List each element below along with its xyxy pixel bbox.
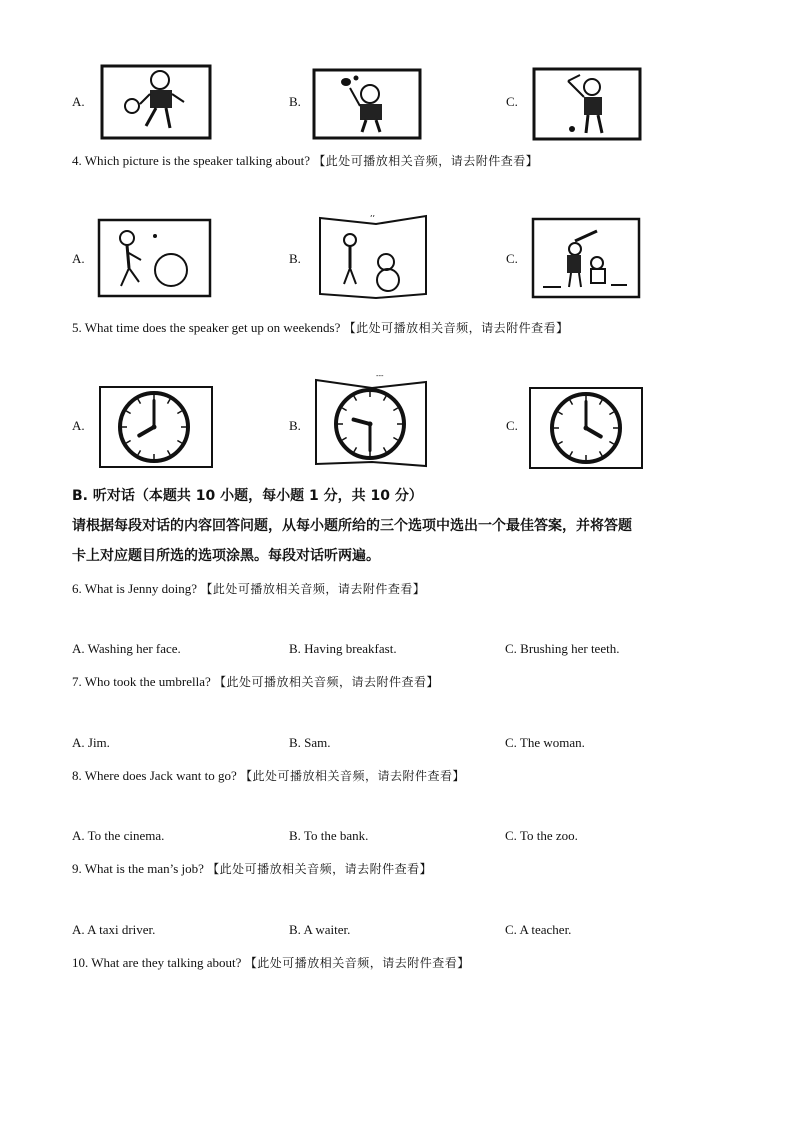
svg-text:,,: ,, [370, 209, 376, 218]
question-6-text: 6. What is Jenny doing? [72, 581, 198, 596]
option-letter-b: B. [289, 418, 301, 433]
option-letter-a: A. [72, 418, 85, 433]
q6-option-b[interactable]: B. Having breakfast. [289, 641, 397, 656]
q8-option-c[interactable]: C. To the zoo. [505, 828, 578, 843]
question-9 [72, 860, 432, 877]
section-b-heading: B. 听对话（本题共 10 小题，每小题 1 分，共 10 分） [72, 488, 423, 504]
clock-tick [384, 447, 387, 451]
clock-tick [168, 450, 171, 454]
picture-football [100, 64, 212, 140]
question-8-text: 8. Where does Jack want to go? [72, 768, 237, 783]
q7-option-a[interactable]: A. Jim. [72, 735, 110, 750]
audio-note: 【此处可播放相关音频，请去附件查看】 [207, 862, 433, 876]
question-6 [72, 580, 425, 597]
section-b-instruction-line1: 请根据每段对话的内容回答问题，从每小题所给的三个选项中选出一个最佳答案，并将答题 [72, 518, 632, 534]
clock-tick [558, 442, 562, 445]
question-10-text: 10. What are they talking about? [72, 955, 242, 970]
clock-picture-a [98, 385, 214, 469]
question-7-text: 7. Who took the umbrella? [72, 674, 211, 689]
audio-note: 【此处可播放相关音频，请去附件查看】 [200, 582, 426, 596]
clock-hour-hand [354, 420, 370, 424]
question-4 [72, 152, 538, 169]
clock-tick [126, 441, 130, 444]
clock-tick [609, 442, 613, 445]
q8-option-b[interactable]: B. To the bank. [289, 828, 369, 843]
q6-option-c[interactable]: C. Brushing her teeth. [505, 641, 620, 656]
audio-note: 【此处可播放相关音频，请去附件查看】 [214, 675, 440, 689]
option-letter-b: B. [289, 94, 301, 109]
clock-picture-b [312, 372, 430, 470]
option-letter-c: C. [506, 94, 518, 109]
q8-option-a[interactable]: A. To the cinema. [72, 828, 165, 843]
option-letter-b: B. [289, 251, 301, 266]
clock-tick [609, 412, 613, 415]
clock-tick [168, 399, 171, 403]
clock-tick [600, 400, 603, 404]
clock-tick [177, 441, 181, 444]
q7-option-b[interactable]: B. Sam. [289, 735, 331, 750]
question-4-text: 4. Which picture is the speaker talking about? [72, 153, 311, 168]
clock-tick [126, 411, 130, 414]
clock-tick [138, 399, 141, 403]
svg-text:---: --- [376, 372, 384, 380]
option-letter-c: C. [506, 251, 518, 266]
clock-tick [570, 400, 573, 404]
question-10 [72, 954, 470, 971]
question-8 [72, 767, 465, 784]
question-5 [72, 319, 569, 336]
clock-tick [570, 451, 573, 455]
clock-tick [138, 450, 141, 454]
question-7 [72, 673, 439, 690]
clock-tick [354, 396, 357, 400]
q9-option-c[interactable]: C. A teacher. [505, 922, 572, 937]
q7-option-c[interactable]: C. The woman. [505, 735, 585, 750]
q9-option-a[interactable]: A. A taxi driver. [72, 922, 156, 937]
clock-tick [558, 412, 562, 415]
q6-option-a[interactable]: A. Washing her face. [72, 641, 181, 656]
picture-golf [532, 67, 642, 141]
audio-note: 【此处可播放相关音频，请去附件查看】 [343, 321, 569, 335]
clock-hour-hand [586, 428, 601, 437]
q9-option-b[interactable]: B. A waiter. [289, 922, 351, 937]
clock-tick [393, 438, 397, 441]
clock-tick [342, 438, 346, 441]
option-letter-a: A. [72, 251, 85, 266]
picture-table-tennis [312, 68, 422, 140]
picture-child-with-ball [97, 218, 212, 298]
clock-hour-hand [139, 427, 154, 436]
picture-child-with-sledge [531, 217, 641, 299]
clock-tick [354, 447, 357, 451]
picture-child-with-snowman [316, 210, 430, 300]
audio-note: 【此处可播放相关音频，请去附件查看】 [313, 154, 539, 168]
clock-tick [600, 451, 603, 455]
clock-tick [393, 408, 397, 411]
clock-tick [177, 411, 181, 414]
section-b-instruction-line2: 卡上对应题目所选的选项涂黑。每段对话听两遍。 [72, 548, 380, 564]
clock-picture-c [528, 386, 644, 470]
clock-tick [384, 396, 387, 400]
clock-tick [342, 408, 346, 411]
option-letter-c: C. [506, 418, 518, 433]
option-letter-a: A. [72, 94, 85, 109]
question-5-text: 5. What time does the speaker get up on weekends? [72, 320, 341, 335]
audio-note: 【此处可播放相关音频，请去附件查看】 [244, 956, 470, 970]
question-9-text: 9. What is the man’s job? [72, 861, 204, 876]
audio-note: 【此处可播放相关音频，请去附件查看】 [239, 769, 465, 783]
